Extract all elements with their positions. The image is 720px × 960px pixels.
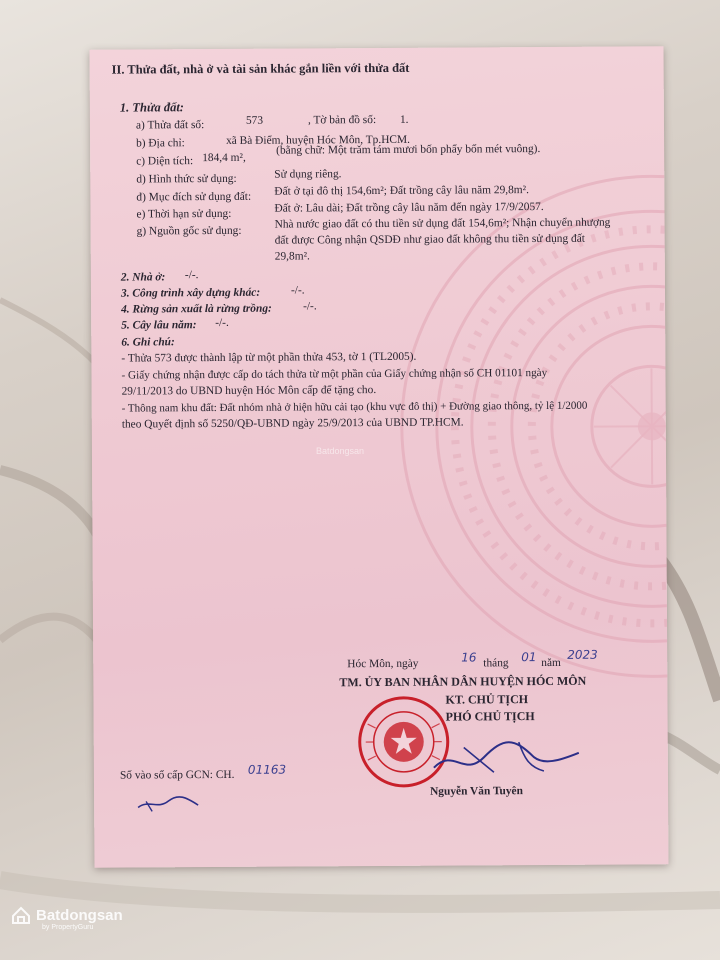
month-label: tháng — [483, 657, 509, 670]
usage-form-label: d) Hình thức sử dụng: — [136, 172, 237, 186]
note-3-line-1: - Thông nam khu đất: Đất nhóm nhà ở hiện hữu cải tạo (khu vực đô thị) + Đường giao thông, tỷ lệ 1/2000 — [121, 399, 588, 415]
house-value: -/-. — [184, 269, 199, 282]
signer-role-2: PHÓ CHỦ TỊCH — [445, 709, 535, 724]
map-sheet-label: , Tờ bản đồ số: — [307, 114, 377, 127]
place-date-prefix: Hóc Môn, ngày — [347, 657, 419, 671]
area-in-words: (bằng chữ: Một trăm tám mươi bốn phẩy bốn mét vuông). — [276, 143, 541, 157]
map-sheet-value: 1. — [399, 113, 409, 126]
date-year: 2023 — [567, 647, 598, 662]
address-label: b) Địa chỉ: — [136, 137, 185, 150]
usage-term-value: Đất ở: Lâu dài; Đất trồng cây lâu năm đến ngày 17/9/2057. — [274, 200, 544, 215]
usage-form-value: Sử dụng riêng. — [274, 168, 342, 181]
perennial-value: -/-. — [215, 316, 229, 329]
area-label: c) Diện tích: — [136, 155, 194, 168]
date-day: 16 — [461, 650, 477, 665]
batdongsan-watermark — [10, 904, 123, 931]
issuing-authority: TM. ỦY BAN NHÂN DÂN HUYỆN HÓC MÔN — [339, 673, 587, 690]
note-2-line-2: 29/11/2013 do UBND huyện Hóc Môn cấp để tặng cho. — [121, 384, 377, 398]
usage-origin-line-1: Nhà nước giao đất có thu tiền sử dụng đất 154,6m²; Nhận chuyển nhượng — [274, 216, 611, 231]
watermark-sub: by PropertyGuru — [42, 924, 94, 931]
notes-label: 6. Ghi chú: — [121, 336, 175, 349]
usage-origin-line-2: đất được Công nhận QSDĐ như giao đất không thu tiền sử dụng đất — [274, 232, 585, 247]
signer-role-1: KT. CHỦ TỊCH — [445, 692, 529, 707]
year-label: năm — [541, 656, 561, 670]
address-value: xã Bà Điểm, huyện Hóc Môn, Tp.HCM. — [226, 133, 411, 147]
forest-value: -/-. — [303, 300, 317, 313]
forest-label: 4. Rừng sản xuất là rừng trồng: — [121, 302, 272, 316]
note-1: - Thửa 573 được thành lập từ một phần thửa 453, tờ 1 (TL2005). — [121, 350, 417, 365]
note-3-line-2: theo Quyết định số 5250/QĐ-UBND ngày 25/9/2013 của UBND TP.HCM. — [121, 416, 464, 431]
center-watermark: Batdongsan — [316, 446, 365, 456]
land-heading: 1. Thửa đất: — [119, 100, 184, 115]
usage-term-label: e) Thời hạn sử dụng: — [136, 207, 232, 221]
certificate-sheet — [90, 46, 669, 867]
usage-origin-label: g) Nguồn gốc sử dụng: — [136, 224, 242, 238]
construction-value: -/-. — [290, 284, 305, 297]
signer-name: Nguyễn Văn Tuyên — [430, 785, 523, 798]
usage-origin-line-3: 29,8m². — [274, 250, 310, 263]
vice-chairman-signature — [424, 727, 584, 784]
construction-label: 3. Công trình xây dựng khác: — [120, 286, 261, 300]
date-month: 01 — [521, 650, 537, 665]
house-label: 2. Nhà ở: — [120, 271, 166, 284]
registry-label: Số vào sổ cấp GCN: CH. — [119, 768, 235, 782]
registrar-initial-signature — [134, 789, 204, 819]
perennial-label: 5. Cây lâu năm: — [121, 319, 197, 332]
usage-purpose-label: đ) Mục đích sử dụng đất: — [136, 190, 252, 204]
parcel-number-value: 573 — [245, 114, 264, 127]
batdongsan-logo-icon — [10, 904, 32, 926]
registry-value: 01163 — [247, 762, 287, 777]
watermark-brand: Batdongsan — [36, 906, 123, 924]
section-title: II. Thửa đất, nhà ở và tài sản khác gắn liền với thửa đất — [111, 60, 410, 77]
area-value: 184,4 m², — [202, 151, 246, 165]
note-2-line-1: - Giấy chứng nhận được cấp do tách thửa từ một phần của Giấy chứng nhận số CH 01101 ngày — [121, 366, 548, 382]
parcel-number-label: a) Thửa đất số: — [135, 119, 205, 132]
usage-purpose-value: Đất ở tại đô thị 154,6m²; Đất trồng cây lâu năm 29,8m². — [274, 184, 529, 198]
